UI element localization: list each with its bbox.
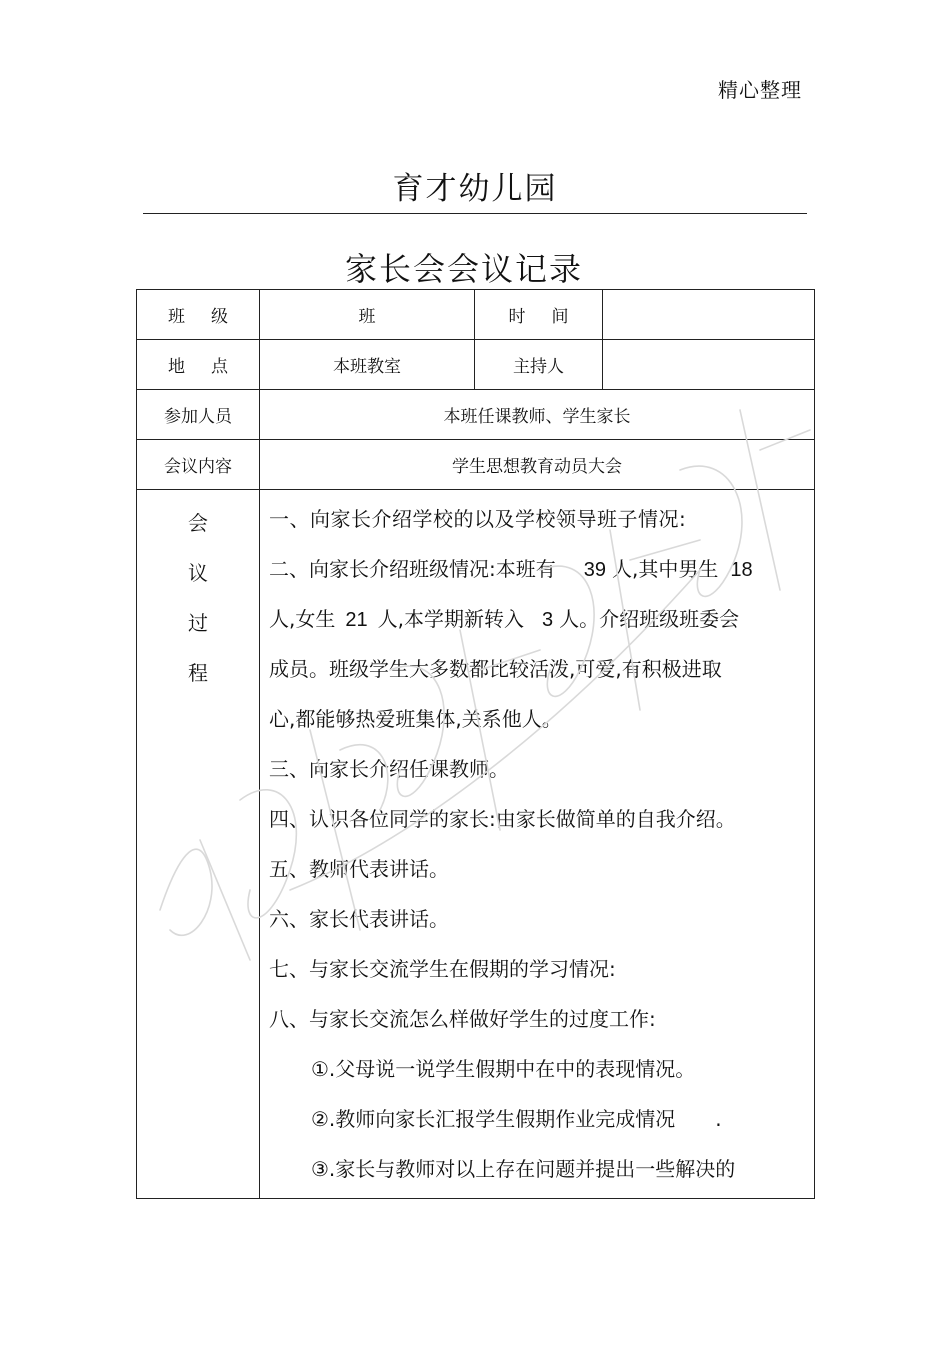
process-line-12: ①.父母说一说学生假期中在中的表现情况。 xyxy=(311,1057,696,1081)
process-label xyxy=(137,498,259,698)
process-label-cell xyxy=(137,490,260,1199)
topic-value: 学生思想教育动员大会 xyxy=(452,457,622,477)
process-line-13 xyxy=(269,1094,806,1144)
process-line-3-text-a: 人,女生 xyxy=(269,607,336,631)
host-label: 主持人 xyxy=(513,357,564,377)
attendees-value: 本班任课教师、学生家长 xyxy=(443,407,631,427)
female-students: 21 xyxy=(345,609,368,631)
host-value-cell xyxy=(603,340,815,390)
table-row-class-time xyxy=(137,290,815,340)
class-label-char-1: 班 xyxy=(168,307,185,327)
process-line-5: 心,都能够热爱班集体,关系他人。 xyxy=(269,707,562,731)
process-label-char-2: 议 xyxy=(188,561,208,585)
process-content-cell xyxy=(260,490,815,1199)
process-line-3 xyxy=(269,594,806,644)
process-line-3-text-b: 人,本学期新转入 xyxy=(377,607,524,631)
process-line-13-tail: . xyxy=(715,1107,722,1131)
process-line-6: 三、向家长介绍任课教师。 xyxy=(269,757,509,781)
process-label-char-4: 程 xyxy=(188,661,208,685)
place-label-char-2: 点 xyxy=(211,357,228,377)
meeting-record-table xyxy=(136,289,815,1199)
class-value: 班 xyxy=(358,307,376,327)
class-label-char-2: 级 xyxy=(211,307,228,327)
process-line-11: 八、与家长交流怎么样做好学生的过度工作: xyxy=(269,1007,656,1031)
transfer-students: 3 xyxy=(541,609,554,631)
process-line-2-text-a: 二、向家长介绍班级情况:本班有 xyxy=(269,557,556,581)
process-label-char-3: 过 xyxy=(188,611,208,635)
place-value-cell xyxy=(260,340,475,390)
host-label-cell xyxy=(475,340,603,390)
topic-value-cell xyxy=(260,440,815,490)
topic-label: 会议内容 xyxy=(164,457,232,477)
time-label-char-2: 间 xyxy=(551,307,569,327)
place-label-char-1: 地 xyxy=(168,357,185,377)
document-title: 家长会会议记录 xyxy=(344,250,583,288)
attendees-label-cell xyxy=(137,390,260,440)
table-row-topic xyxy=(137,440,815,490)
process-line-1: 一、向家长介绍学校的以及学校领导班子情况: xyxy=(269,507,687,531)
header-note: 精心整理 xyxy=(718,78,802,102)
attendees-label: 参加人员 xyxy=(164,407,232,427)
total-students: 39 xyxy=(583,559,606,581)
table-row-attendees xyxy=(137,390,815,440)
table-row-process xyxy=(137,490,815,1199)
process-line-13-text: ②.教师向家长汇报学生假期作业完成情况 xyxy=(311,1107,676,1131)
table-row-place-host xyxy=(137,340,815,390)
place-value: 本班教室 xyxy=(333,357,401,377)
process-line-2 xyxy=(269,544,806,594)
process-line-7: 四、认识各位同学的家长:由家长做简单的自我介绍。 xyxy=(269,807,736,831)
process-line-14: ③.家长与教师对以上存在问题并提出一些解决的 xyxy=(311,1157,736,1181)
process-line-10: 七、与家长交流学生在假期的学习情况: xyxy=(269,957,616,981)
school-title: 育才幼儿园 xyxy=(392,171,558,207)
class-label-cell xyxy=(137,290,260,340)
process-label-char-1: 会 xyxy=(188,511,208,535)
time-value-cell xyxy=(603,290,815,340)
class-value-cell xyxy=(260,290,475,340)
attendees-value-cell xyxy=(260,390,815,440)
process-line-8: 五、教师代表讲话。 xyxy=(269,857,449,881)
time-label-cell xyxy=(475,290,603,340)
time-label-char-1: 时 xyxy=(508,307,526,327)
male-students: 18 xyxy=(730,559,753,581)
process-line-3-text-c: 人。介绍班级班委会 xyxy=(559,607,740,631)
process-line-2-text-b: 人,其中男生 xyxy=(612,557,719,581)
place-label-cell xyxy=(137,340,260,390)
process-line-9: 六、家长代表讲话。 xyxy=(269,907,449,931)
title-divider xyxy=(143,213,807,214)
process-line-4: 成员。班级学生大多数都比较活泼,可爱,有积极进取 xyxy=(269,657,722,681)
topic-label-cell xyxy=(137,440,260,490)
